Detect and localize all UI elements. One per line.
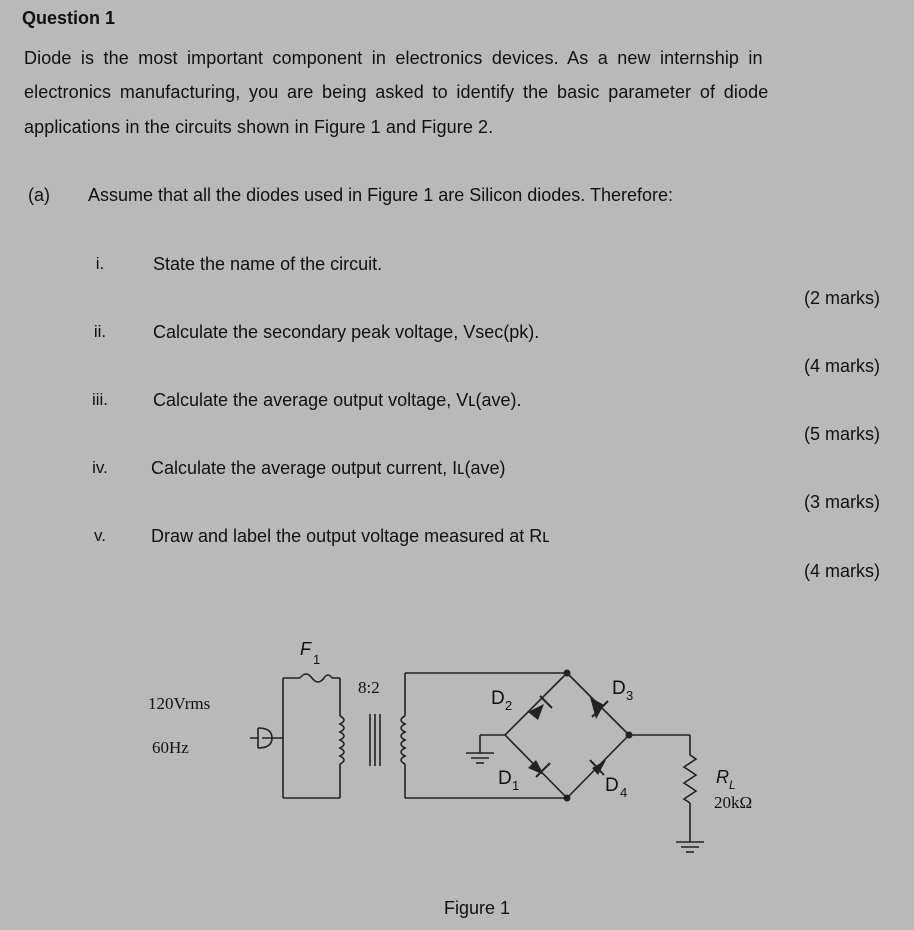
d1-subscript: 1 xyxy=(512,778,520,793)
item-text: Calculate the average output voltage, Vʟ(ave). xyxy=(153,390,522,410)
item-number: v. xyxy=(94,526,106,545)
d2-label: D xyxy=(491,688,505,709)
rl-label: R xyxy=(716,767,729,787)
source-frequency: 60Hz xyxy=(152,738,189,757)
turns-ratio: 8:2 xyxy=(358,678,380,697)
item-marks: (3 marks) xyxy=(804,492,880,512)
d3-label: D xyxy=(612,678,626,699)
intro-line-3: applications in the circuits shown in Figure 1 and Figure 2. xyxy=(24,117,494,137)
bridge-rectifier-circuit xyxy=(0,600,914,900)
item-marks: (4 marks) xyxy=(804,561,880,581)
item-marks: (2 marks) xyxy=(804,288,880,308)
fuse-icon xyxy=(300,674,332,682)
d3-subscript: 3 xyxy=(626,688,634,703)
item-marks: (5 marks) xyxy=(804,424,880,444)
intro-line-1: Diode is the most important component in electronics devices. As a new internship in xyxy=(24,48,763,68)
d2-subscript: 2 xyxy=(505,698,513,713)
fuse-label: F xyxy=(300,639,311,659)
item-number: iv. xyxy=(92,458,108,477)
secondary-coil xyxy=(401,716,405,764)
rl-value: 20kΩ xyxy=(714,793,753,812)
d1-label: D xyxy=(498,768,512,789)
d4-label: D xyxy=(605,775,619,796)
question-title: Question 1 xyxy=(22,8,116,28)
part-a-label: (a) xyxy=(28,185,50,205)
item-number: iii. xyxy=(91,390,109,409)
item-number: ii. xyxy=(93,322,107,341)
diode-d3 xyxy=(590,697,608,719)
intro-line-2: electronics manufacturing, you are being asked to identify the basic parameter of diode xyxy=(24,82,769,102)
part-a-text: Assume that all the diodes used in Figure 1 are Silicon diodes. Therefore: xyxy=(88,185,673,205)
item-text: Calculate the secondary peak voltage, Vsec(pk). xyxy=(153,322,540,342)
item-text: Calculate the average output current, Iʟ(ave) xyxy=(151,458,506,478)
rl-subscript: L xyxy=(729,778,736,792)
item-number: i. xyxy=(95,254,105,273)
fuse-subscript: 1 xyxy=(313,652,321,667)
primary-coil xyxy=(340,716,344,764)
figure-caption: Figure 1 xyxy=(444,898,511,918)
item-text: State the name of the circuit. xyxy=(153,254,383,274)
source-voltage: 120Vrms xyxy=(148,694,211,713)
item-text: Draw and label the output voltage measured at Rʟ xyxy=(151,526,550,546)
item-marks: (4 marks) xyxy=(804,356,880,376)
d4-subscript: 4 xyxy=(620,785,628,800)
load-resistor xyxy=(684,755,696,803)
